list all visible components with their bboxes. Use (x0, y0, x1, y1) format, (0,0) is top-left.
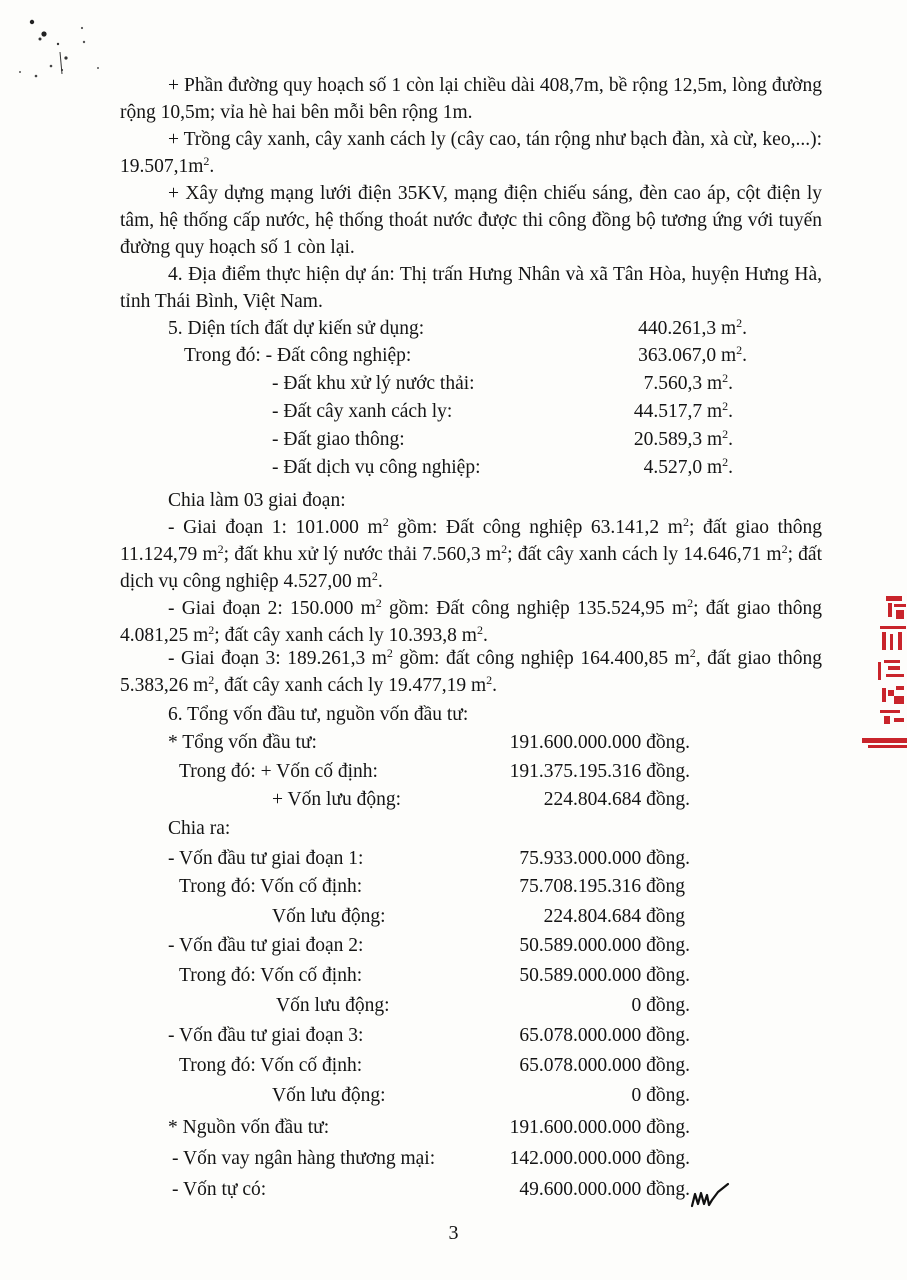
investment-label: Trong đó: Vốn cố định: (179, 876, 363, 897)
investment-value: 65.078.000.000 đồng. (519, 1025, 690, 1046)
investment-value: 0 đồng. (631, 1085, 690, 1106)
land-item-value: 44.517,7 $m^2$. (633, 399, 733, 422)
investment-label: Vốn lưu động: (272, 1085, 386, 1106)
investment-value: 224.804.684 đồng (543, 906, 685, 927)
land-item-label: - Đất giao thông: (272, 429, 405, 450)
page-number: 3 (448, 1222, 459, 1244)
investment-label: - Vốn vay ngân hàng thương mại: (172, 1148, 436, 1169)
investment-value: 191.375.195.316 đồng. (509, 761, 690, 782)
investment-value: 191.600.000.000 đồng. (509, 1117, 690, 1138)
investment-value: 49.600.000.000 đồng. (519, 1179, 690, 1200)
investment-label: - Vốn đầu tư giai đoạn 1: (168, 848, 364, 869)
breakdown-heading: Chia ra: (168, 818, 231, 839)
investment-label: - Vốn đầu tư giai đoạn 3: (168, 1025, 364, 1046)
investment-label: Vốn lưu động: (272, 906, 386, 927)
land-total-label: 5. Diện tích đất dự kiến sử dụng: (168, 318, 425, 339)
land-item-label: - Đất cây xanh cách ly: (272, 401, 453, 422)
red-seal-fragment (858, 592, 907, 760)
paragraph-phase-3: - Giai đoạn 3: 189.261,3 $m^2$ gồm: đất công nghiệp 164.400,85 $m^2$, đất giao thông 5.383,26 $m^2$, đất cây xanh cách ly 19.477,19 $m^2$. (120, 646, 822, 696)
investment-label: Trong đó: Vốn cố định: (179, 965, 363, 986)
investment-label: - Vốn tự có: (172, 1179, 267, 1200)
investment-label: * Tổng vốn đầu tư: (168, 732, 317, 753)
scan-specks (10, 6, 110, 86)
investment-label: * Nguồn vốn đầu tư: (168, 1117, 330, 1138)
investment-label: Vốn lưu động: (276, 995, 390, 1016)
land-item-value: 7.560,3 $m^2$. (643, 371, 733, 394)
investment-value: 75.933.000.000 đồng. (519, 848, 690, 869)
land-item-value: 20.589,3 $m^2$. (633, 427, 733, 450)
paragraph-utilities: + Xây dựng mạng lưới điện 35KV, mạng điện chiếu sáng, đèn cao áp, cột điện ly tâm, hệ thống cấp nước, hệ thống thoát nước được thi công đồng bộ tương ứng với tuyến đường quy hoạch số 1 còn lại. (120, 183, 822, 258)
land-item-label: - Đất dịch vụ công nghiệp: (272, 457, 481, 478)
investment-value: 75.708.195.316 đồng (519, 876, 685, 897)
investment-value: 142.000.000.000 đồng. (509, 1148, 690, 1169)
investment-heading: 6. Tổng vốn đầu tư, nguồn vốn đầu tư: (168, 704, 469, 725)
paragraph-phase-1: - Giai đoạn 1: 101.000 $m^2$ gồm: Đất công nghiệp 63.141,2 $m^2$; đất giao thông 11.124,79 $m^2$; đất khu xử lý nước thải 7.560,3 $m^2$; đất cây xanh cách ly 14.646,71 $m^2$; đất dịch vụ công nghiệp 4.527,00 $m^2$. (120, 515, 823, 592)
land-total-value: 440.261,3 $m^2$. (638, 316, 747, 339)
investment-value: 65.078.000.000 đồng. (519, 1055, 690, 1076)
investment-label: - Vốn đầu tư giai đoạn 2: (168, 935, 364, 956)
investment-value: 50.589.000.000 đồng. (519, 935, 690, 956)
investment-value: 0 đồng. (631, 995, 690, 1016)
handwritten-initial (688, 1180, 734, 1214)
investment-value: 224.804.684 đồng. (543, 789, 690, 810)
investment-value: 50.589.000.000 đồng. (519, 965, 690, 986)
investment-label: Trong đó: + Vốn cố định: (179, 761, 378, 782)
land-item-value: 4.527,0 $m^2$. (643, 455, 733, 478)
paragraph-road-remaining: + Phần đường quy hoạch số 1 còn lại chiều dài 408,7m, bề rộng 12,5m, lòng đường rộng 10,5m; vỉa hè hai bên mỗi bên rộng 1m. (120, 75, 822, 123)
land-item-label: - Đất khu xử lý nước thải: (272, 373, 475, 394)
paragraph-phase-2: - Giai đoạn 2: 150.000 $m^2$ gồm: Đất công nghiệp 135.524,95 $m^2$; đất giao thông 4.081,25 $m^2$; đất cây xanh cách ly 10.393,8 $m^2$. (120, 596, 823, 646)
investment-label: + Vốn lưu động: (272, 789, 402, 810)
phases-heading: Chia làm 03 giai đoạn: (168, 490, 346, 511)
paragraph-location: 4. Địa điểm thực hiện dự án: Thị trấn Hưng Nhân và xã Tân Hòa, huyện Hưng Hà, tỉnh Thái Bình, Việt Nam. (120, 264, 822, 312)
land-item-label: Trong đó: - Đất công nghiệp: (184, 345, 412, 366)
land-item-value: 363.067,0 $m^2$. (638, 343, 747, 366)
investment-label: Trong đó: Vốn cố định: (179, 1055, 363, 1076)
investment-value: 191.600.000.000 đồng. (509, 732, 690, 753)
paragraph-green-trees: + Trồng cây xanh, cây xanh cách ly (cây cao, tán rộng như bạch đàn, xà cừ, keo,...): $19.507,1m^2$. (120, 129, 822, 177)
